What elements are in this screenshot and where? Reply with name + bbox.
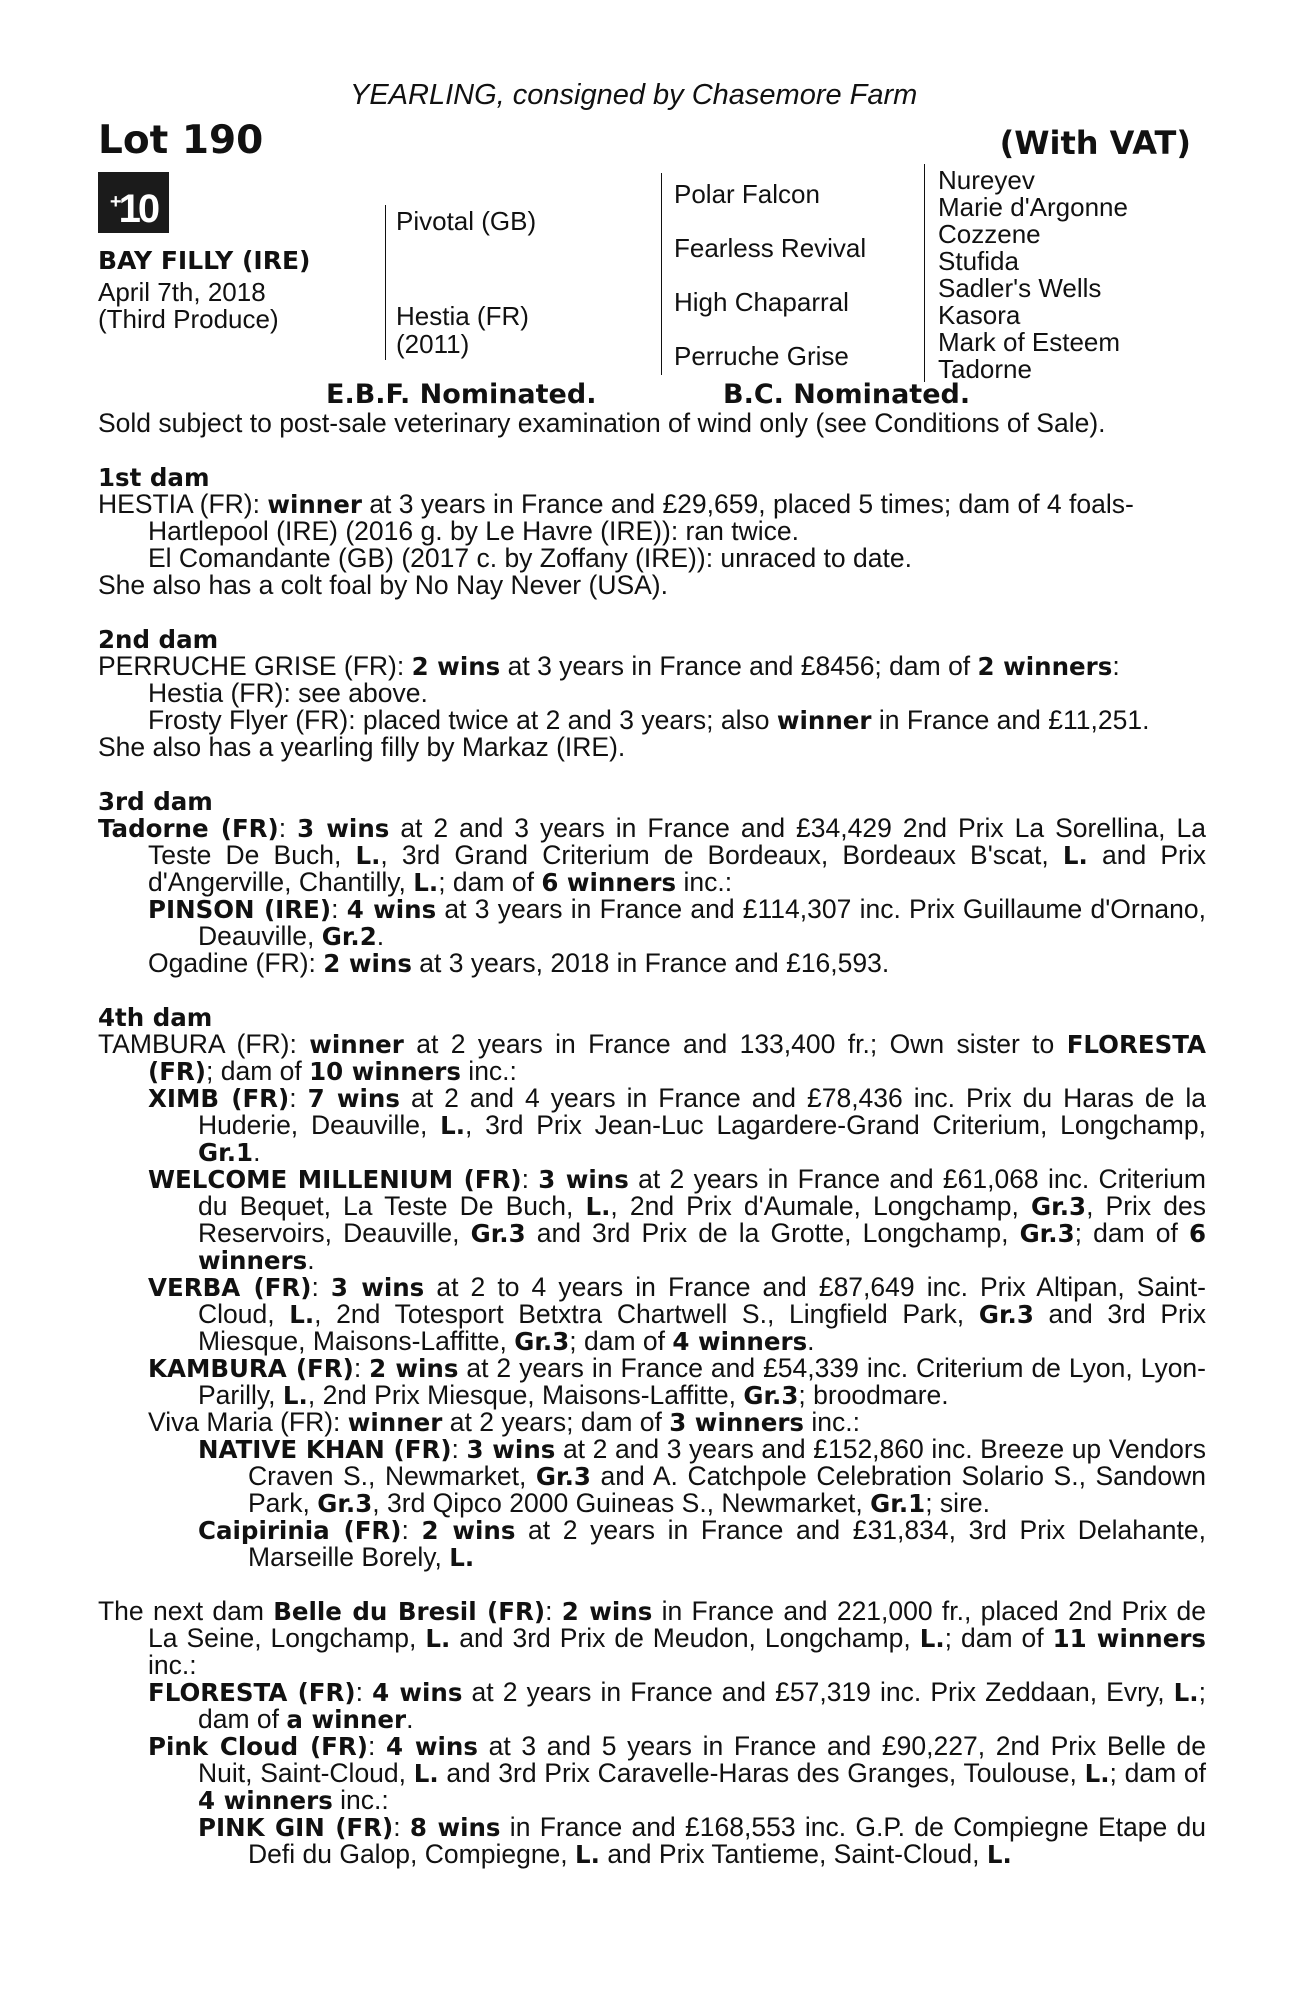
section-heading: 3rd dam (98, 787, 213, 816)
pedigree-gen3: Nureyev (938, 165, 1035, 195)
section-heading: 1st dam (98, 463, 210, 492)
pedigree-gen3: Sadler's Wells (938, 273, 1102, 303)
sire: Pivotal (GB) (396, 206, 537, 236)
pedigree-gen3: Marie d'Argonne (938, 192, 1128, 222)
pedigree-gen2: Perruche Grise (674, 341, 849, 371)
produce-entry: Frosty Flyer (FR): placed twice at 2 and 3 years; also winner in France and £11,251. (148, 705, 1150, 735)
produce-entry: KAMBURA (FR): 2 wins at 2 years in France and £54,339 inc. Criterium de Lyon, Lyon-Parilly, L., 2nd Prix Miesque, Maisons-Laffitte, Gr.3; broodmare. (148, 1353, 1206, 1410)
pedigree-gen3: Kasora (938, 300, 1021, 330)
pedigree-gen3: Mark of Esteem (938, 327, 1121, 357)
produce-entry: NATIVE KHAN (FR): 3 wins at 2 and 3 years and £152,860 inc. Breeze up Vendors Craven S., Newmarket, Gr.3 and A. Catchpole Celebration Solario S., Sandown Park, Gr.3, 3rd Qipco 2000 Guineas S., Newmarket, Gr.1; sire. (198, 1434, 1206, 1518)
dam-entry: Tadorne (FR): 3 wins at 2 and 3 years in France and £34,429 2nd Prix La Sorellina, La Teste De Buch, L., 3rd Grand Criterium de Bordeaux, Bordeaux B'scat, L. and Prix d'Angerville, Chantilly, L.; dam of 6 winners inc.: (98, 813, 1207, 897)
produce-entry: PINSON (IRE): 4 wins at 3 years in France and £114,307 inc. Prix Guillaume d'Ornano, Deauville, Gr.2. (148, 894, 1207, 951)
dam-entry: The next dam Belle du Bresil (FR): 2 wins in France and 221,000 fr., placed 2nd Prix de La Seine, Longchamp, L. and 3rd Prix de Meudon, Longchamp, L.; dam of 11 winners inc.: (98, 1596, 1207, 1680)
catalogue-body (98, 410, 1206, 1868)
produce-entry: Viva Maria (FR): winner at 2 years; dam of 3 winners inc.: (148, 1407, 860, 1437)
foaling-date: April 7th, 2018 (98, 277, 266, 307)
note-entry: She also has a colt foal by No Nay Never (USA). (98, 570, 668, 600)
section-heading: 2nd dam (98, 625, 219, 654)
produce-entry: Pink Cloud (FR): 4 wins at 3 and 5 years in France and £90,227, 2nd Prix Belle de Nuit, Saint-Cloud, L. and 3rd Prix Caravelle-Haras des Granges, Toulouse, L.; dam of 4 winners inc.: (148, 1731, 1206, 1815)
vat-label: (With VAT) (999, 124, 1191, 162)
produce-entry: Hestia (FR): see above. (148, 678, 428, 708)
produce-entry: PINK GIN (FR): 8 wins in France and £168,553 inc. G.P. de Compiegne Etape du Defi du Galop, Compiegne, L. and Prix Tantieme, Saint-Cloud, L. (198, 1812, 1206, 1869)
dam: Hestia (FR) (396, 301, 529, 331)
pedigree-bracket-1 (385, 205, 386, 360)
dam-entry: HESTIA (FR): winner at 3 years in France and £29,659, placed 5 times; dam of 4 foals- (98, 489, 1134, 519)
produce-entry: Caipirinia (FR): 2 wins at 2 years in France and £31,834, 3rd Prix Delahante, Marseille Borely, L. (198, 1515, 1206, 1572)
sale-note: Sold subject to post-sale veterinary examination of wind only (see Conditions of Sale). (98, 408, 1106, 438)
ebf-nomination: E.B.F. Nominated. (326, 379, 597, 410)
pedigree-gen2: Fearless Revival (674, 233, 867, 263)
pedigree-gen3: Stufida (938, 246, 1019, 276)
bc-nomination: B.C. Nominated. (723, 379, 971, 410)
dam-year: (2011) (396, 329, 470, 359)
pedigree-gen3: Cozzene (938, 219, 1041, 249)
consignor-line: YEARLING, consigned by Chasemore Farm (350, 79, 918, 111)
section-heading: 4th dam (98, 1003, 213, 1032)
produce-entry: WELCOME MILLENIUM (FR): 3 wins at 2 years in France and £61,068 inc. Criterium du Bequet, La Teste De Buch, L., 2nd Prix d'Aumale, Longchamp, Gr.3, Prix des Reservoirs, Deauville, Gr.3 and 3rd Prix de la Grotte, Longchamp, Gr.3; dam of 6 winners. (148, 1164, 1207, 1275)
badge-number: 10 (118, 187, 158, 231)
dam-entry: PERRUCHE GRISE (FR): 2 wins at 3 years in France and £8456; dam of 2 winners: (98, 651, 1120, 681)
produce-entry: El Comandante (GB) (2017 c. by Zoffany (IRE)): unraced to date. (148, 543, 912, 573)
produce-note: (Third Produce) (98, 304, 279, 334)
pedigree-bracket-2 (661, 173, 662, 375)
pedigree-bracket-3 (924, 164, 925, 382)
pedigree-gen2: Polar Falcon (674, 179, 820, 209)
horse-name: BAY FILLY (IRE) (98, 246, 311, 275)
produce-entry: VERBA (FR): 3 wins at 2 to 4 years in France and £87,649 inc. Prix Altipan, Saint-Cloud, L., 2nd Totesport Betxtra Chartwell S., Lingfield Park, Gr.3 and 3rd Prix Miesque, Maisons-Laffitte, Gr.3; dam of 4 winners. (148, 1272, 1206, 1356)
pedigree-gen2: High Chaparral (674, 287, 849, 317)
produce-entry: FLORESTA (FR): 4 wins at 2 years in France and £57,319 inc. Prix Zeddaan, Evry, L.; dam of a winner. (148, 1677, 1206, 1734)
pedigree-gen3: Tadorne (938, 354, 1032, 384)
produce-entry: XIMB (FR): 7 wins at 2 and 4 years in France and £78,436 inc. Prix du Haras de la Huderie, Deauville, L., 3rd Prix Jean-Luc Lagardere-Grand Criterium, Longchamp, Gr.1. (148, 1083, 1207, 1167)
dam-entry: TAMBURA (FR): winner at 2 years in France and 133,400 fr.; Own sister to FLORESTA (FR); dam of 10 winners inc.: (98, 1029, 1207, 1086)
produce-entry: Hartlepool (IRE) (2016 g. by Le Havre (IRE)): ran twice. (148, 516, 799, 546)
produce-entry: Ogadine (FR): 2 wins at 3 years, 2018 in France and £16,593. (148, 948, 890, 978)
note-entry: She also has a yearling filly by Markaz (IRE). (98, 732, 626, 762)
lot-number: Lot 190 (98, 118, 264, 163)
plus-10-badge-icon (98, 172, 169, 233)
badge-plus: + (109, 191, 119, 213)
